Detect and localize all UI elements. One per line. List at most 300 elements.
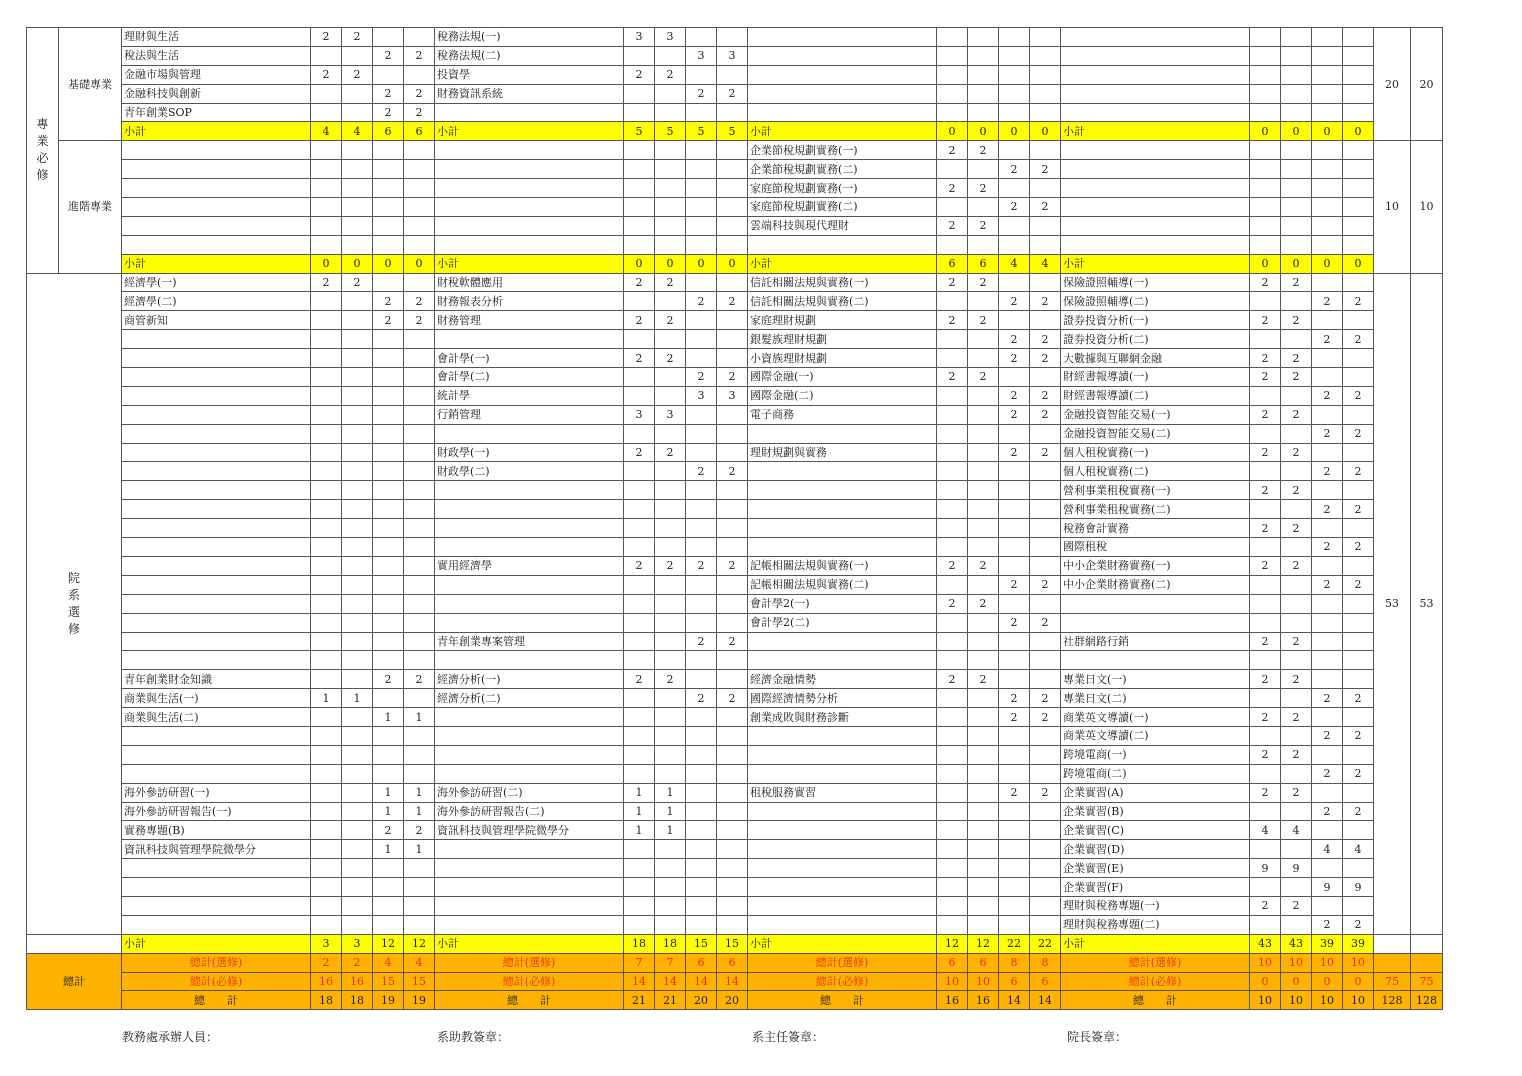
table-row (27, 103, 1443, 122)
credit-value: 2 (1343, 538, 1374, 557)
credit-value (373, 481, 404, 500)
credit-value (624, 726, 655, 745)
credit-value: 2 (968, 556, 999, 575)
credit-value (342, 405, 373, 424)
course-name: 財政學(一) (435, 443, 624, 462)
credit-value: 0 (1030, 122, 1061, 141)
credit-value (311, 519, 342, 538)
credit-value (1281, 28, 1312, 47)
total-value: 15 (373, 972, 404, 991)
credit-value: 2 (1281, 745, 1312, 764)
course-name: 企業實習(D) (1061, 840, 1250, 859)
credit-value (1343, 349, 1374, 368)
total-label: 總計(必修) (1061, 972, 1250, 991)
course-name (122, 216, 311, 235)
credit-value (1343, 896, 1374, 915)
course-name (748, 538, 937, 557)
credit-value: 2 (686, 556, 717, 575)
credit-value: 3 (655, 405, 686, 424)
credit-value (1281, 613, 1312, 632)
course-name (435, 651, 624, 670)
credit-value (342, 462, 373, 481)
credit-value (404, 216, 435, 235)
subtotal-label: 小計 (122, 254, 311, 273)
course-name (122, 330, 311, 349)
credit-value (655, 651, 686, 670)
course-name (122, 745, 311, 764)
subtotal-label: 小計 (435, 122, 624, 141)
table-row (27, 198, 1443, 217)
credit-value (655, 198, 686, 217)
total-value: 6 (937, 953, 968, 972)
credit-value (717, 349, 748, 368)
course-name (748, 632, 937, 651)
credit-value: 2 (999, 405, 1030, 424)
credit-value: 2 (717, 689, 748, 708)
credit-value (999, 632, 1030, 651)
credit-value (624, 594, 655, 613)
credit-value (717, 500, 748, 519)
credit-value: 2 (655, 556, 686, 575)
credit-value (373, 896, 404, 915)
credit-value: 12 (937, 934, 968, 953)
credit-value: 0 (373, 254, 404, 273)
credit-value (1281, 386, 1312, 405)
credit-value: 2 (937, 179, 968, 198)
course-name: 商業英文導讀(一) (1061, 708, 1250, 727)
credit-value (968, 349, 999, 368)
credit-value (624, 764, 655, 783)
credit-value: 4 (342, 122, 373, 141)
credit-value (937, 103, 968, 122)
credit-value (937, 783, 968, 802)
credit-value (717, 613, 748, 632)
credit-value (373, 28, 404, 47)
credit-value (373, 613, 404, 632)
credit-value (624, 292, 655, 311)
credit-value (968, 519, 999, 538)
credit-value (311, 878, 342, 897)
credit-value: 9 (1281, 859, 1312, 878)
credit-value (937, 613, 968, 632)
overall-total: 128 (1374, 991, 1411, 1010)
credit-value (999, 481, 1030, 500)
course-name: 投資學 (435, 65, 624, 84)
credit-value (999, 651, 1030, 670)
credit-value (1312, 859, 1343, 878)
credit-value (311, 462, 342, 481)
credit-value (1250, 160, 1281, 179)
credit-value: 0 (311, 254, 342, 273)
course-name (435, 519, 624, 538)
course-name: 銀髮族理財規劃 (748, 330, 937, 349)
credit-value (1312, 216, 1343, 235)
credit-value (655, 726, 686, 745)
credit-value: 18 (655, 934, 686, 953)
credit-value (655, 84, 686, 103)
credit-value (999, 273, 1030, 292)
course-name: 會計學(一) (435, 349, 624, 368)
credit-value: 2 (968, 273, 999, 292)
credit-value (686, 802, 717, 821)
credit-value (1250, 424, 1281, 443)
credit-value (1312, 745, 1343, 764)
credit-value (373, 405, 404, 424)
total-label: 總計(選修) (748, 953, 937, 972)
credit-value (624, 745, 655, 764)
table-row (27, 726, 1443, 745)
credit-value (686, 198, 717, 217)
credit-value (686, 745, 717, 764)
credit-value (1030, 840, 1061, 859)
credit-value (342, 896, 373, 915)
course-name: 小資族理財規劃 (748, 349, 937, 368)
credit-value (342, 216, 373, 235)
credit-value: 2 (1250, 519, 1281, 538)
credit-value (937, 896, 968, 915)
table-row (27, 594, 1443, 613)
credit-value (373, 368, 404, 387)
credit-value: 2 (1343, 802, 1374, 821)
total-value: 6 (968, 953, 999, 972)
course-name: 稅務會計實務 (1061, 519, 1250, 538)
grand-total-label: 總計 (27, 953, 122, 1010)
credit-value (937, 689, 968, 708)
credit-value (1030, 651, 1061, 670)
credit-value: 2 (1030, 405, 1061, 424)
credit-value (311, 405, 342, 424)
credit-value (342, 745, 373, 764)
credit-value (999, 745, 1030, 764)
table-row (27, 386, 1443, 405)
credit-value (342, 443, 373, 462)
course-name: 跨境電商(一) (1061, 745, 1250, 764)
table-row (27, 689, 1443, 708)
credit-value (937, 292, 968, 311)
course-name (435, 141, 624, 160)
credit-value (1030, 179, 1061, 198)
total-value: 0 (1312, 972, 1343, 991)
credit-value (686, 519, 717, 538)
credit-value (1312, 896, 1343, 915)
course-name: 企業實習(A) (1061, 783, 1250, 802)
credit-value (1281, 84, 1312, 103)
course-name (1061, 179, 1250, 198)
credit-value (717, 216, 748, 235)
credit-value: 2 (717, 462, 748, 481)
credit-value (373, 745, 404, 764)
total-value: 10 (1250, 953, 1281, 972)
credit-value: 2 (999, 198, 1030, 217)
course-name: 稅法與生活 (122, 46, 311, 65)
credit-value (999, 802, 1030, 821)
course-name (1061, 65, 1250, 84)
credit-value (624, 179, 655, 198)
credit-value (342, 632, 373, 651)
credit-value (1250, 216, 1281, 235)
credit-value (968, 292, 999, 311)
credit-value (1250, 689, 1281, 708)
course-name (122, 632, 311, 651)
credit-value (999, 878, 1030, 897)
credit-value (1343, 821, 1374, 840)
credit-value: 2 (1030, 330, 1061, 349)
course-name (122, 386, 311, 405)
credit-value (1343, 745, 1374, 764)
course-name (748, 424, 937, 443)
course-name (122, 368, 311, 387)
credit-value (311, 915, 342, 934)
credit-value (968, 84, 999, 103)
subtotal-label: 小計 (1061, 122, 1250, 141)
credit-value (1281, 764, 1312, 783)
credit-value (1250, 802, 1281, 821)
credit-value: 2 (1281, 783, 1312, 802)
credit-value: 2 (655, 670, 686, 689)
total-value: 2 (311, 953, 342, 972)
credit-value: 3 (624, 405, 655, 424)
course-name (748, 500, 937, 519)
credit-value (999, 311, 1030, 330)
credit-value: 1 (655, 783, 686, 802)
credit-value (1281, 46, 1312, 65)
credit-value (937, 198, 968, 217)
credit-value (1281, 292, 1312, 311)
credit-value (1250, 840, 1281, 859)
credit-value: 2 (717, 556, 748, 575)
credit-value (937, 878, 968, 897)
credit-value (968, 764, 999, 783)
credit-value (404, 65, 435, 84)
credit-value: 2 (1312, 538, 1343, 557)
course-name: 記帳相關法規與實務(二) (748, 575, 937, 594)
credit-value (1312, 84, 1343, 103)
credit-value (624, 878, 655, 897)
credit-value (1343, 670, 1374, 689)
chair-signature-label: 系主任簽章： (752, 1030, 825, 1044)
course-name (435, 708, 624, 727)
credit-value (342, 235, 373, 254)
handler-signature-label: 教務處承辦人員： (122, 1030, 219, 1044)
credit-value (1250, 726, 1281, 745)
credit-value: 0 (1281, 122, 1312, 141)
credit-value (311, 235, 342, 254)
course-name: 財經書報導讀(一) (1061, 368, 1250, 387)
credit-value: 2 (1312, 802, 1343, 821)
table-row (27, 481, 1443, 500)
credit-value (1281, 216, 1312, 235)
course-name: 企業節稅規劃實務(一) (748, 141, 937, 160)
overall-total: 75 (1411, 972, 1443, 991)
credit-value: 2 (404, 103, 435, 122)
credit-value (373, 141, 404, 160)
credit-value (937, 481, 968, 500)
credit-value (1312, 179, 1343, 198)
course-name (122, 878, 311, 897)
credit-value (655, 764, 686, 783)
table-row (27, 934, 1443, 953)
credit-value: 2 (937, 594, 968, 613)
course-name (748, 840, 937, 859)
credit-value (717, 141, 748, 160)
course-name: 海外參訪研習報告(一) (122, 802, 311, 821)
credit-value: 2 (624, 273, 655, 292)
course-name: 專業日文(二) (1061, 689, 1250, 708)
total-value: 19 (404, 991, 435, 1010)
credit-value (1250, 575, 1281, 594)
credit-value (655, 896, 686, 915)
credit-value (1281, 802, 1312, 821)
subcategory-advanced: 進階專業 (59, 141, 122, 273)
credit-value: 2 (624, 556, 655, 575)
credit-value: 2 (624, 311, 655, 330)
total-value: 16 (311, 972, 342, 991)
course-name (435, 216, 624, 235)
credit-value (1030, 859, 1061, 878)
course-name (748, 46, 937, 65)
credit-value (1250, 500, 1281, 519)
course-name: 社群網路行銷 (1061, 632, 1250, 651)
credit-value: 2 (968, 179, 999, 198)
course-name (122, 443, 311, 462)
credit-value (404, 273, 435, 292)
credit-value (999, 821, 1030, 840)
credit-value: 0 (655, 254, 686, 273)
course-name: 租稅服務實習 (748, 783, 937, 802)
table-row (27, 915, 1443, 934)
grand-total-row (27, 953, 1443, 972)
credit-value (968, 198, 999, 217)
credit-value: 2 (1312, 764, 1343, 783)
table-row (27, 840, 1443, 859)
credit-value: 39 (1343, 934, 1374, 953)
credit-value (686, 443, 717, 462)
course-name (1061, 103, 1250, 122)
credit-value (1312, 594, 1343, 613)
credit-value (624, 915, 655, 934)
credit-value (1250, 330, 1281, 349)
credit-value (624, 235, 655, 254)
table-row (27, 745, 1443, 764)
course-name (748, 745, 937, 764)
credit-value: 2 (1281, 405, 1312, 424)
credit-value (311, 216, 342, 235)
credit-value (311, 84, 342, 103)
credit-value (686, 330, 717, 349)
credit-value (1312, 670, 1343, 689)
credit-value (1343, 46, 1374, 65)
credit-value (655, 519, 686, 538)
course-name (122, 726, 311, 745)
credit-value (1281, 424, 1312, 443)
course-name (122, 613, 311, 632)
grand-total-row (27, 972, 1443, 991)
total-label: 總 計 (122, 991, 311, 1010)
credit-value (999, 538, 1030, 557)
credit-value (999, 896, 1030, 915)
credit-value (1312, 349, 1343, 368)
credit-value (342, 840, 373, 859)
credit-value (1343, 519, 1374, 538)
credit-value (1250, 141, 1281, 160)
credit-value (717, 481, 748, 500)
credit-value: 2 (1343, 330, 1374, 349)
credit-value: 2 (937, 556, 968, 575)
credit-value: 2 (1250, 273, 1281, 292)
credit-value (342, 103, 373, 122)
credit-value (311, 575, 342, 594)
credit-value (342, 575, 373, 594)
credit-value: 2 (717, 368, 748, 387)
credit-value (1281, 235, 1312, 254)
credit-value (373, 689, 404, 708)
table-row (27, 500, 1443, 519)
credit-value (342, 141, 373, 160)
credit-value (937, 462, 968, 481)
total-label: 總計(選修) (122, 953, 311, 972)
credit-value: 15 (717, 934, 748, 953)
credit-value: 2 (999, 160, 1030, 179)
credit-value (404, 575, 435, 594)
credit-value (1343, 556, 1374, 575)
table-row (27, 179, 1443, 198)
credit-value (1250, 651, 1281, 670)
course-name (122, 538, 311, 557)
course-name: 稅務法規(二) (435, 46, 624, 65)
credit-value (1250, 179, 1281, 198)
credit-value (1312, 311, 1343, 330)
credit-value: 2 (373, 46, 404, 65)
total-value: 10 (968, 972, 999, 991)
total-label: 總計(選修) (435, 953, 624, 972)
credit-value: 2 (1343, 915, 1374, 934)
credit-value (968, 821, 999, 840)
credit-value: 2 (686, 84, 717, 103)
credit-value (624, 575, 655, 594)
course-name (748, 651, 937, 670)
credit-value: 2 (1312, 292, 1343, 311)
credit-value (624, 689, 655, 708)
total-label: 總計(必修) (748, 972, 937, 991)
course-name: 理財與稅務專題(一) (1061, 896, 1250, 915)
total-value: 16 (968, 991, 999, 1010)
credit-value (342, 179, 373, 198)
total-value: 20 (686, 991, 717, 1010)
total-value: 4 (404, 953, 435, 972)
credit-value (1250, 235, 1281, 254)
credit-value: 2 (1281, 670, 1312, 689)
credit-value: 2 (968, 311, 999, 330)
credit-value (311, 594, 342, 613)
credit-value (1343, 311, 1374, 330)
credit-value (311, 651, 342, 670)
course-name: 實務專題(B) (122, 821, 311, 840)
credit-value (937, 651, 968, 670)
overall-total: 75 (1374, 972, 1411, 991)
credit-value (342, 519, 373, 538)
credit-value: 2 (968, 141, 999, 160)
credit-value: 2 (968, 670, 999, 689)
credit-value (1343, 216, 1374, 235)
table-row (27, 556, 1443, 575)
course-name: 證券投資分析(一) (1061, 311, 1250, 330)
credit-value (968, 405, 999, 424)
credit-value (311, 141, 342, 160)
credit-value: 2 (655, 311, 686, 330)
credit-value (373, 575, 404, 594)
credit-value (373, 330, 404, 349)
credit-value (686, 764, 717, 783)
